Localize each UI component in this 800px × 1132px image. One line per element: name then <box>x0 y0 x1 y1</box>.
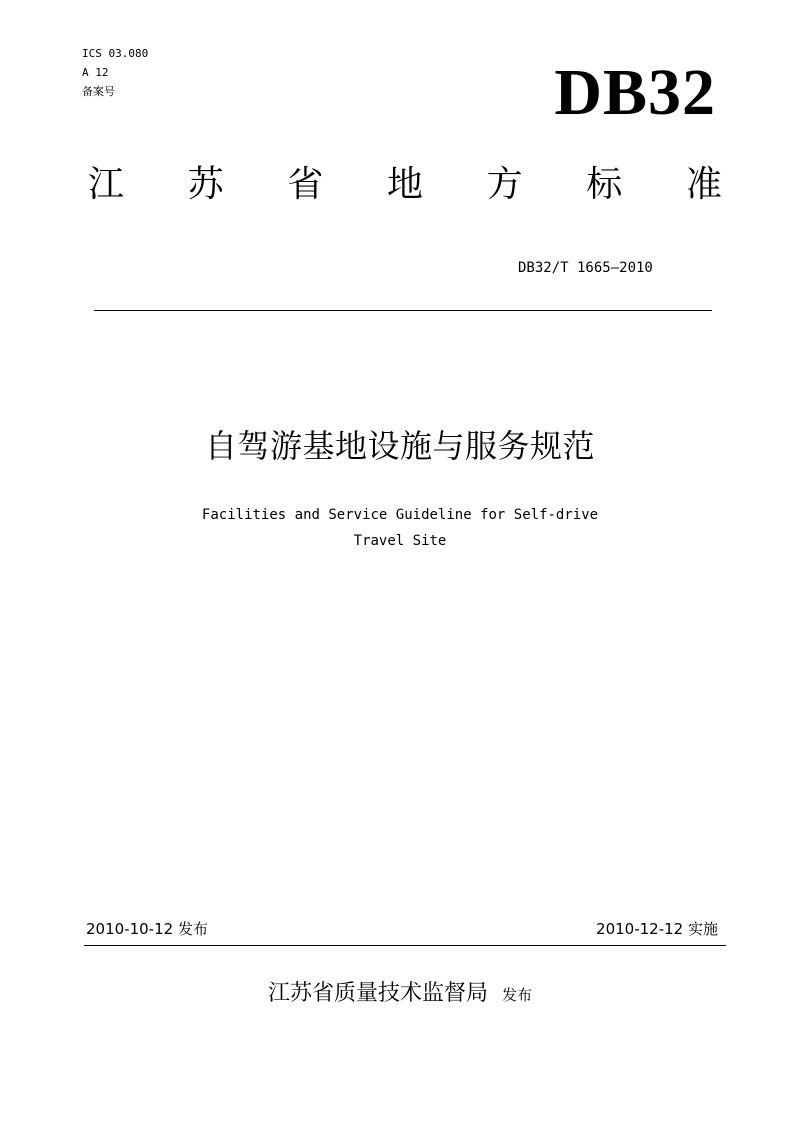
top-divider <box>94 310 712 311</box>
category-char: 方 <box>486 164 523 205</box>
title-english-line: Facilities and Service Guideline for Self-drive <box>201 507 599 523</box>
publisher-suffix: 发布 <box>502 986 533 1004</box>
implementation-date: 2010-12-12 实施 <box>596 920 718 938</box>
document-title-english <box>0 502 800 554</box>
category-char: 苏 <box>187 164 224 205</box>
category-char: 标 <box>586 164 623 205</box>
classification-block <box>82 44 148 101</box>
standard-category-heading <box>88 160 722 210</box>
bottom-divider <box>84 945 726 946</box>
class-code: A 12 <box>82 66 109 79</box>
filing-number-label: 备案号 <box>82 85 115 98</box>
publisher-name: 江苏省质量技术监督局 <box>267 981 488 1006</box>
category-char: 准 <box>685 164 722 205</box>
document-title-chinese: 自驾游基地设施与服务规范 <box>204 427 595 465</box>
ics-code: ICS 03.080 <box>82 47 149 60</box>
category-char: 江 <box>88 164 125 205</box>
category-char: 地 <box>386 164 423 205</box>
standard-code-logo: DB32 <box>554 56 716 129</box>
category-char: 省 <box>287 164 324 205</box>
title-english-line: Travel Site <box>353 533 447 549</box>
standard-number: DB32/T 1665—2010 <box>518 260 653 276</box>
publisher-line <box>0 978 800 1011</box>
issue-date: 2010-10-12 发布 <box>86 920 208 938</box>
